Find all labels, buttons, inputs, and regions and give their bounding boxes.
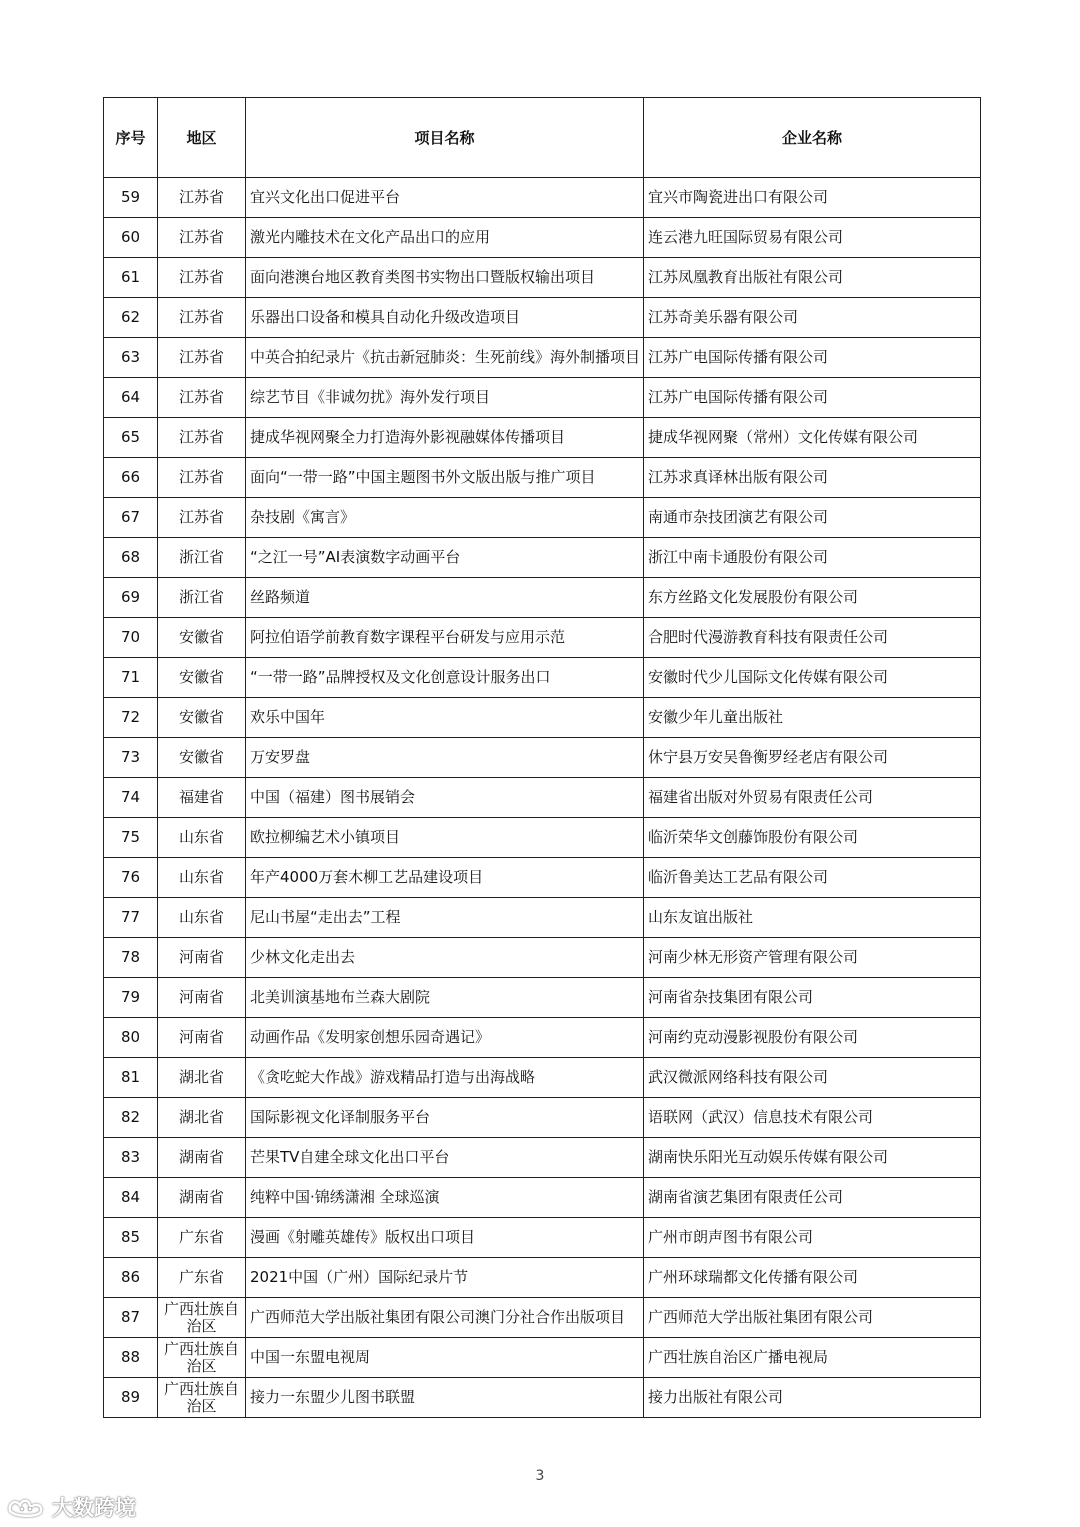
row-number: 71 — [104, 658, 158, 698]
row-number: 70 — [104, 618, 158, 658]
row-project-name: 接力一东盟少儿图书联盟 — [246, 1378, 644, 1418]
watermark-text: 大数跨境 — [52, 1496, 136, 1520]
row-number: 66 — [104, 458, 158, 498]
row-company-name: 湖南省演艺集团有限责任公司 — [644, 1178, 981, 1218]
row-number: 87 — [104, 1298, 158, 1338]
table-row — [104, 1298, 981, 1338]
row-project-name: 广西师范大学出版社集团有限公司澳门分社合作出版项目 — [246, 1298, 644, 1338]
row-company-name: 宜兴市陶瓷进出口有限公司 — [644, 178, 981, 218]
row-project-name: 宜兴文化出口促进平台 — [246, 178, 644, 218]
row-number: 81 — [104, 1058, 158, 1098]
row-project-name: 丝路频道 — [246, 578, 644, 618]
row-company-name: 江苏奇美乐器有限公司 — [644, 298, 981, 338]
row-project-name: 动画作品《发明家创想乐园奇遇记》 — [246, 1018, 644, 1058]
row-number: 74 — [104, 778, 158, 818]
row-company-name: 东方丝路文化发展股份有限公司 — [644, 578, 981, 618]
row-company-name: 湖南快乐阳光互动娱乐传媒有限公司 — [644, 1138, 981, 1178]
row-project-name: 面向港澳台地区教育类图书实物出口暨版权输出项目 — [246, 258, 644, 298]
row-number: 82 — [104, 1098, 158, 1138]
table-row — [104, 578, 981, 618]
row-company-name: 合肥时代漫游教育科技有限责任公司 — [644, 618, 981, 658]
row-region: 山东省 — [158, 858, 246, 898]
row-region: 山东省 — [158, 898, 246, 938]
table-row — [104, 498, 981, 538]
row-region: 广西壮族自治区 — [158, 1338, 246, 1378]
row-company-name: 江苏求真译林出版有限公司 — [644, 458, 981, 498]
table-row — [104, 338, 981, 378]
row-company-name: 广西师范大学出版社集团有限公司 — [644, 1298, 981, 1338]
table-row — [104, 658, 981, 698]
row-number: 64 — [104, 378, 158, 418]
table-row — [104, 1178, 981, 1218]
row-region: 江苏省 — [158, 418, 246, 458]
row-region: 江苏省 — [158, 378, 246, 418]
page-number: 3 — [535, 1468, 545, 1484]
row-company-name: 福建省出版对外贸易有限责任公司 — [644, 778, 981, 818]
row-company-name: 河南少林无形资产管理有限公司 — [644, 938, 981, 978]
row-project-name: 年产4000万套木柳工艺品建设项目 — [246, 858, 644, 898]
row-number: 89 — [104, 1378, 158, 1418]
header-number: 序号 — [104, 98, 158, 178]
row-number: 61 — [104, 258, 158, 298]
row-company-name: 武汉微派网络科技有限公司 — [644, 1058, 981, 1098]
row-project-name: 激光内雕技术在文化产品出口的应用 — [246, 218, 644, 258]
row-project-name: 欢乐中国年 — [246, 698, 644, 738]
row-region: 江苏省 — [158, 258, 246, 298]
row-number: 69 — [104, 578, 158, 618]
table-row — [104, 1218, 981, 1258]
table-row — [104, 698, 981, 738]
table-row — [104, 738, 981, 778]
table-row — [104, 618, 981, 658]
row-number: 78 — [104, 938, 158, 978]
row-company-name: 江苏广电国际传播有限公司 — [644, 378, 981, 418]
watermark — [6, 1492, 136, 1522]
table-row — [104, 938, 981, 978]
row-project-name: 中英合拍纪录片《抗击新冠肺炎：生死前线》海外制播项目 — [246, 338, 644, 378]
row-number: 72 — [104, 698, 158, 738]
row-number: 83 — [104, 1138, 158, 1178]
row-company-name: 安徽时代少儿国际文化传媒有限公司 — [644, 658, 981, 698]
row-region: 河南省 — [158, 978, 246, 1018]
row-region: 广东省 — [158, 1258, 246, 1298]
row-number: 62 — [104, 298, 158, 338]
table-row — [104, 218, 981, 258]
row-region: 浙江省 — [158, 538, 246, 578]
table-body — [104, 178, 981, 1418]
row-region: 安徽省 — [158, 698, 246, 738]
row-region: 广西壮族自治区 — [158, 1378, 246, 1418]
row-number: 63 — [104, 338, 158, 378]
row-company-name: 休宁县万安吴鲁衡罗经老店有限公司 — [644, 738, 981, 778]
table-row — [104, 898, 981, 938]
row-company-name: 江苏广电国际传播有限公司 — [644, 338, 981, 378]
table-row — [104, 818, 981, 858]
table-row — [104, 1338, 981, 1378]
row-region: 湖北省 — [158, 1058, 246, 1098]
row-project-name: 捷成华视网聚全力打造海外影视融媒体传播项目 — [246, 418, 644, 458]
row-company-name: 安徽少年儿童出版社 — [644, 698, 981, 738]
row-project-name: 欧拉柳编艺术小镇项目 — [246, 818, 644, 858]
row-company-name: 连云港九旺国际贸易有限公司 — [644, 218, 981, 258]
row-number: 80 — [104, 1018, 158, 1058]
row-number: 59 — [104, 178, 158, 218]
table-row — [104, 538, 981, 578]
table-row — [104, 1378, 981, 1418]
row-company-name: 临沂鲁美达工艺品有限公司 — [644, 858, 981, 898]
row-project-name: 2021中国（广州）国际纪录片节 — [246, 1258, 644, 1298]
row-project-name: 漫画《射雕英雄传》版权出口项目 — [246, 1218, 644, 1258]
table-row — [104, 978, 981, 1018]
row-project-name: 尼山书屋“走出去”工程 — [246, 898, 644, 938]
row-project-name: 国际影视文化译制服务平台 — [246, 1098, 644, 1138]
row-project-name: “一带一路”品牌授权及文化创意设计服务出口 — [246, 658, 644, 698]
header-company-name: 企业名称 — [644, 98, 981, 178]
row-number: 65 — [104, 418, 158, 458]
table-row — [104, 258, 981, 298]
row-number: 79 — [104, 978, 158, 1018]
row-project-name: 《贪吃蛇大作战》游戏精品打造与出海战略 — [246, 1058, 644, 1098]
row-company-name: 河南省杂技集团有限公司 — [644, 978, 981, 1018]
row-company-name: 浙江中南卡通股份有限公司 — [644, 538, 981, 578]
table-row — [104, 778, 981, 818]
row-region: 湖南省 — [158, 1138, 246, 1178]
row-company-name: 江苏凤凰教育出版社有限公司 — [644, 258, 981, 298]
table-row — [104, 298, 981, 338]
row-project-name: 乐器出口设备和模具自动化升级改造项目 — [246, 298, 644, 338]
table-row — [104, 858, 981, 898]
row-region: 安徽省 — [158, 658, 246, 698]
row-region: 江苏省 — [158, 458, 246, 498]
header-project-name: 项目名称 — [246, 98, 644, 178]
row-number: 68 — [104, 538, 158, 578]
table-row — [104, 458, 981, 498]
row-company-name: 接力出版社有限公司 — [644, 1378, 981, 1418]
row-region: 安徽省 — [158, 738, 246, 778]
row-region: 福建省 — [158, 778, 246, 818]
row-company-name: 广州市朗声图书有限公司 — [644, 1218, 981, 1258]
row-project-name: 北美训演基地布兰森大剧院 — [246, 978, 644, 1018]
row-company-name: 南通市杂技团演艺有限公司 — [644, 498, 981, 538]
row-region: 湖南省 — [158, 1178, 246, 1218]
row-project-name: 阿拉伯语学前教育数字课程平台研发与应用示范 — [246, 618, 644, 658]
row-region: 浙江省 — [158, 578, 246, 618]
header-region: 地区 — [158, 98, 246, 178]
row-region: 广东省 — [158, 1218, 246, 1258]
row-number: 86 — [104, 1258, 158, 1298]
row-project-name: “之江一号”AI表演数字动画平台 — [246, 538, 644, 578]
project-list-table — [103, 97, 981, 1418]
row-company-name: 广州环球瑞都文化传播有限公司 — [644, 1258, 981, 1298]
table-row — [104, 1138, 981, 1178]
row-company-name: 临沂荣华文创藤饰股份有限公司 — [644, 818, 981, 858]
row-project-name: 少林文化走出去 — [246, 938, 644, 978]
row-number: 88 — [104, 1338, 158, 1378]
row-number: 84 — [104, 1178, 158, 1218]
row-project-name: 杂技剧《寓言》 — [246, 498, 644, 538]
table-row — [104, 1058, 981, 1098]
row-project-name: 综艺节目《非诚勿扰》海外发行项目 — [246, 378, 644, 418]
table-row — [104, 178, 981, 218]
row-region: 河南省 — [158, 938, 246, 978]
row-number: 67 — [104, 498, 158, 538]
row-project-name: 面向“一带一路”中国主题图书外文版出版与推广项目 — [246, 458, 644, 498]
row-region: 江苏省 — [158, 338, 246, 378]
table-row — [104, 1258, 981, 1298]
row-region: 湖北省 — [158, 1098, 246, 1138]
table-row — [104, 1098, 981, 1138]
row-number: 75 — [104, 818, 158, 858]
table-row — [104, 1018, 981, 1058]
row-project-name: 纯粹中国·锦绣潇湘 全球巡演 — [246, 1178, 644, 1218]
row-company-name: 广西壮族自治区广播电视局 — [644, 1338, 981, 1378]
table-row — [104, 418, 981, 458]
row-region: 山东省 — [158, 818, 246, 858]
row-number: 60 — [104, 218, 158, 258]
row-number: 76 — [104, 858, 158, 898]
row-region: 江苏省 — [158, 178, 246, 218]
row-number: 85 — [104, 1218, 158, 1258]
row-region: 河南省 — [158, 1018, 246, 1058]
row-region: 江苏省 — [158, 498, 246, 538]
row-project-name: 芒果TV自建全球文化出口平台 — [246, 1138, 644, 1178]
row-project-name: 中国一东盟电视周 — [246, 1338, 644, 1378]
row-region: 安徽省 — [158, 618, 246, 658]
row-company-name: 山东友谊出版社 — [644, 898, 981, 938]
row-number: 77 — [104, 898, 158, 938]
row-company-name: 语联网（武汉）信息技术有限公司 — [644, 1098, 981, 1138]
row-region: 广西壮族自治区 — [158, 1298, 246, 1338]
table-header-row — [104, 98, 981, 178]
row-region: 江苏省 — [158, 218, 246, 258]
table-row — [104, 378, 981, 418]
row-company-name: 捷成华视网聚（常州）文化传媒有限公司 — [644, 418, 981, 458]
row-project-name: 万安罗盘 — [246, 738, 644, 778]
row-number: 73 — [104, 738, 158, 778]
watermark-logo-icon — [6, 1495, 46, 1519]
row-region: 江苏省 — [158, 298, 246, 338]
row-company-name: 河南约克动漫影视股份有限公司 — [644, 1018, 981, 1058]
row-project-name: 中国（福建）图书展销会 — [246, 778, 644, 818]
